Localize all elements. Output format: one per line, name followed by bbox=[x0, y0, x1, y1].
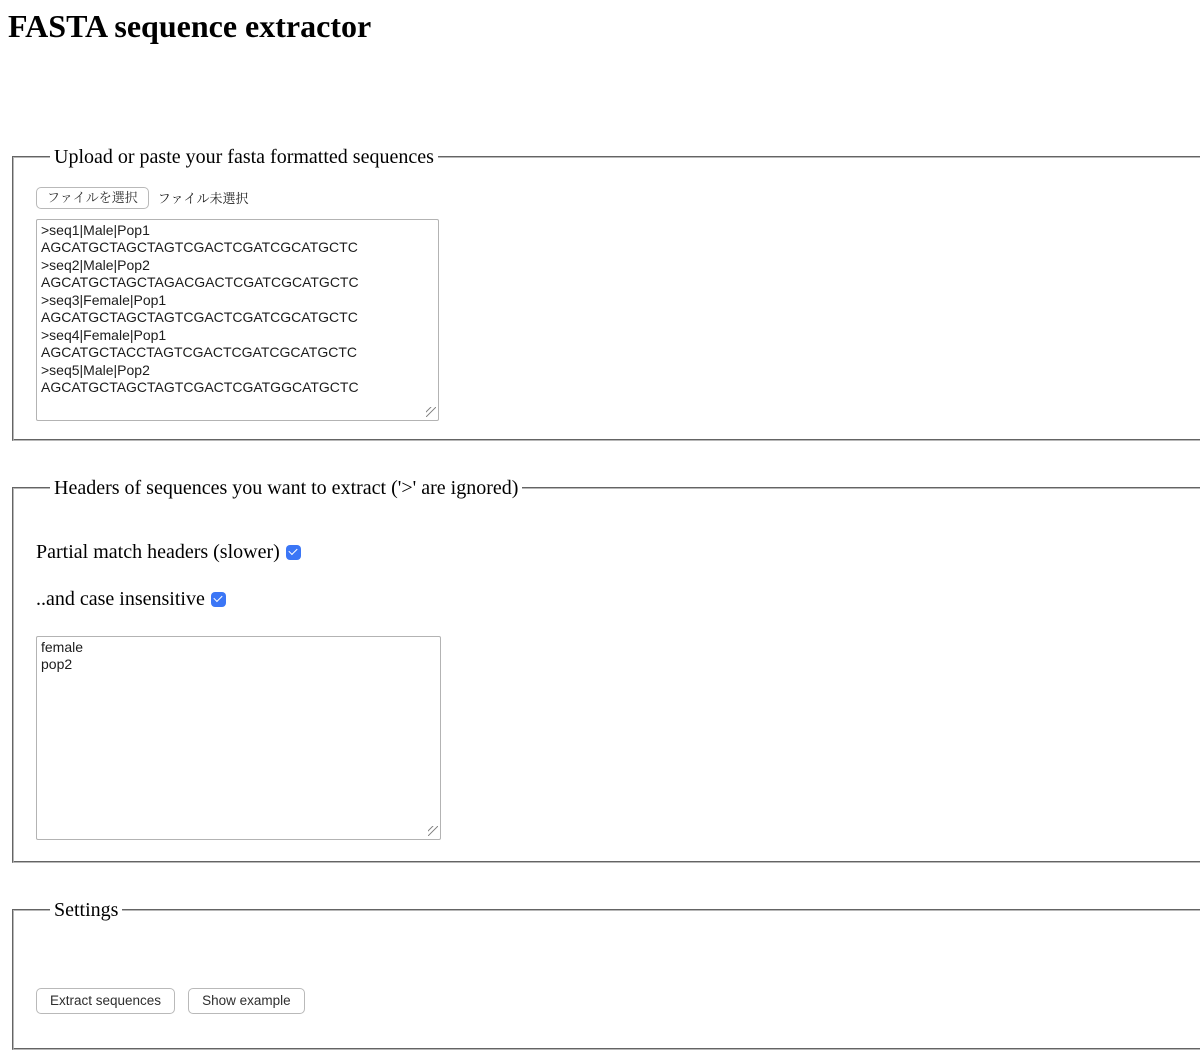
partial-match-checkbox[interactable] bbox=[286, 545, 301, 560]
settings-fieldset bbox=[12, 899, 1200, 1050]
settings-legend: Settings bbox=[54, 898, 119, 921]
file-input-row bbox=[36, 187, 1200, 209]
headers-textarea-wrap bbox=[36, 611, 441, 840]
case-insensitive-row bbox=[36, 588, 1200, 611]
resize-handle-icon[interactable] bbox=[426, 407, 436, 417]
file-choose-button[interactable]: ファイルを選択 bbox=[36, 187, 149, 209]
sequences-textarea-wrap bbox=[36, 209, 439, 421]
page-title: FASTA sequence extractor bbox=[8, 8, 372, 44]
extract-sequences-button[interactable]: Extract sequences bbox=[36, 988, 175, 1014]
headers-fieldset bbox=[12, 477, 1200, 863]
case-insensitive-checkbox[interactable] bbox=[211, 592, 226, 607]
upload-legend: Upload or paste your fasta formatted sequences bbox=[54, 145, 434, 168]
headers-textarea[interactable] bbox=[36, 636, 441, 840]
upload-fieldset bbox=[12, 146, 1200, 441]
case-insensitive-label: ..and case insensitive bbox=[36, 587, 205, 610]
settings-spacer bbox=[36, 922, 1200, 988]
headers-legend: Headers of sequences you want to extract ('>' are ignored) bbox=[54, 476, 519, 499]
file-status-text: ファイル未選択 bbox=[157, 191, 249, 207]
resize-handle-icon[interactable] bbox=[428, 826, 438, 836]
action-button-row bbox=[36, 988, 1200, 1014]
show-example-button[interactable]: Show example bbox=[188, 988, 305, 1014]
sequences-textarea[interactable] bbox=[36, 219, 439, 421]
partial-match-row bbox=[36, 541, 1200, 564]
partial-match-label: Partial match headers (slower) bbox=[36, 540, 280, 563]
